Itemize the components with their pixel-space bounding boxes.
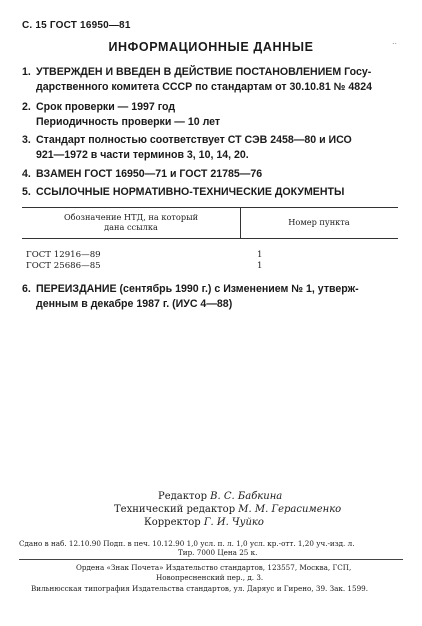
info-item-6	[22, 281, 408, 313]
imprint-rule	[19, 559, 403, 560]
item-number: 6.	[22, 283, 31, 295]
imprint-line: Тир. 7000 Цена 25 к.	[178, 548, 258, 557]
item-number: 1.	[22, 66, 31, 78]
info-item-4	[22, 166, 402, 182]
editor-role: Технический редактор	[114, 504, 236, 515]
page-title: ИНФОРМАЦИОННЫЕ ДАННЫЕ	[108, 40, 314, 54]
editor-name: М. М. Герасименко	[238, 504, 342, 515]
item-text-line: Срок проверки — 1997 год	[36, 101, 176, 113]
item-number: 4.	[22, 168, 31, 180]
table-cell-clause: 1	[257, 250, 263, 260]
editor-name: Г. И. Чуйко	[203, 517, 264, 528]
info-item-1	[22, 64, 402, 96]
item-text-line: Периодичность проверки — 10 лет	[36, 116, 221, 128]
editor-role: Редактор	[158, 491, 207, 502]
item-text-line: УТВЕРЖДЕН И ВВЕДЕН В ДЕЙСТВИЕ ПОСТАНОВЛЕНИЕМ Госу-	[36, 66, 372, 78]
item-text-line: дарственного комитета СССР по стандартам от 30.10.81 № 4824	[36, 81, 372, 93]
corner-mark: ..	[392, 37, 398, 46]
item-text-line: 921—1972 в части терминов 3, 10, 14, 20.	[36, 149, 249, 161]
item-text-line: ССЫЛОЧНЫЕ НОРМАТИВНО-ТЕХНИЧЕСКИЕ ДОКУМЕНТЫ	[36, 186, 345, 198]
imprint-line: Новопресненский пер., д. 3.	[156, 573, 264, 582]
imprint-line: Вильнюсская типография Издательства стандартов, ул. Даряус и Гирено, 39. Зак. 1599.	[31, 584, 369, 593]
references-table	[22, 207, 398, 279]
item-text-line: Стандарт полностью соответствует СТ СЭВ 2458—80 и ИСО	[36, 134, 352, 146]
table-cell-doc: ГОСТ 25686—85	[26, 261, 101, 271]
info-item-2	[22, 99, 402, 131]
item-text-line: денным в декабре 1987 г. (ИУС 4—88)	[36, 298, 233, 310]
table-header-doc	[22, 212, 240, 232]
table-rule	[22, 207, 398, 208]
item-text-line: ВЗАМЕН ГОСТ 16950—71 и ГОСТ 21785—76	[36, 168, 263, 180]
editor-line	[144, 516, 264, 530]
editor-line	[114, 503, 341, 517]
imprint-line: Ордена «Знак Почета» Издательство стандартов, 123557, Москва, ГСП,	[76, 563, 352, 572]
editor-role: Корректор	[144, 517, 201, 528]
info-item-5	[22, 184, 402, 200]
info-item-3	[22, 132, 402, 164]
item-number: 2.	[22, 101, 31, 113]
table-header-line: дана ссылка	[104, 222, 158, 232]
table-cell-clause: 1	[257, 261, 263, 271]
editor-name: В. С. Бабкина	[210, 491, 283, 502]
imprint-line: Сдано в наб. 12.10.90 Подп. в печ. 10.12.90 1,0 усл. п. л. 1,0 усл. кр.-отт. 1,20 уч.-изд. л.	[19, 539, 355, 548]
item-number: 3.	[22, 134, 31, 146]
item-text-line: ПЕРЕИЗДАНИЕ (сентябрь 1990 г.) с Изменением № 1, утверж-	[36, 283, 359, 295]
item-number: 5.	[22, 186, 31, 198]
page-header: С. 15 ГОСТ 16950—81	[22, 20, 131, 31]
table-header-line: Обозначение НТД, на который	[63, 212, 199, 222]
table-cell-doc: ГОСТ 12916—89	[26, 250, 101, 260]
table-header-clause: Номер пункта	[288, 217, 350, 227]
table-rule	[22, 238, 398, 239]
editor-line	[158, 490, 282, 504]
